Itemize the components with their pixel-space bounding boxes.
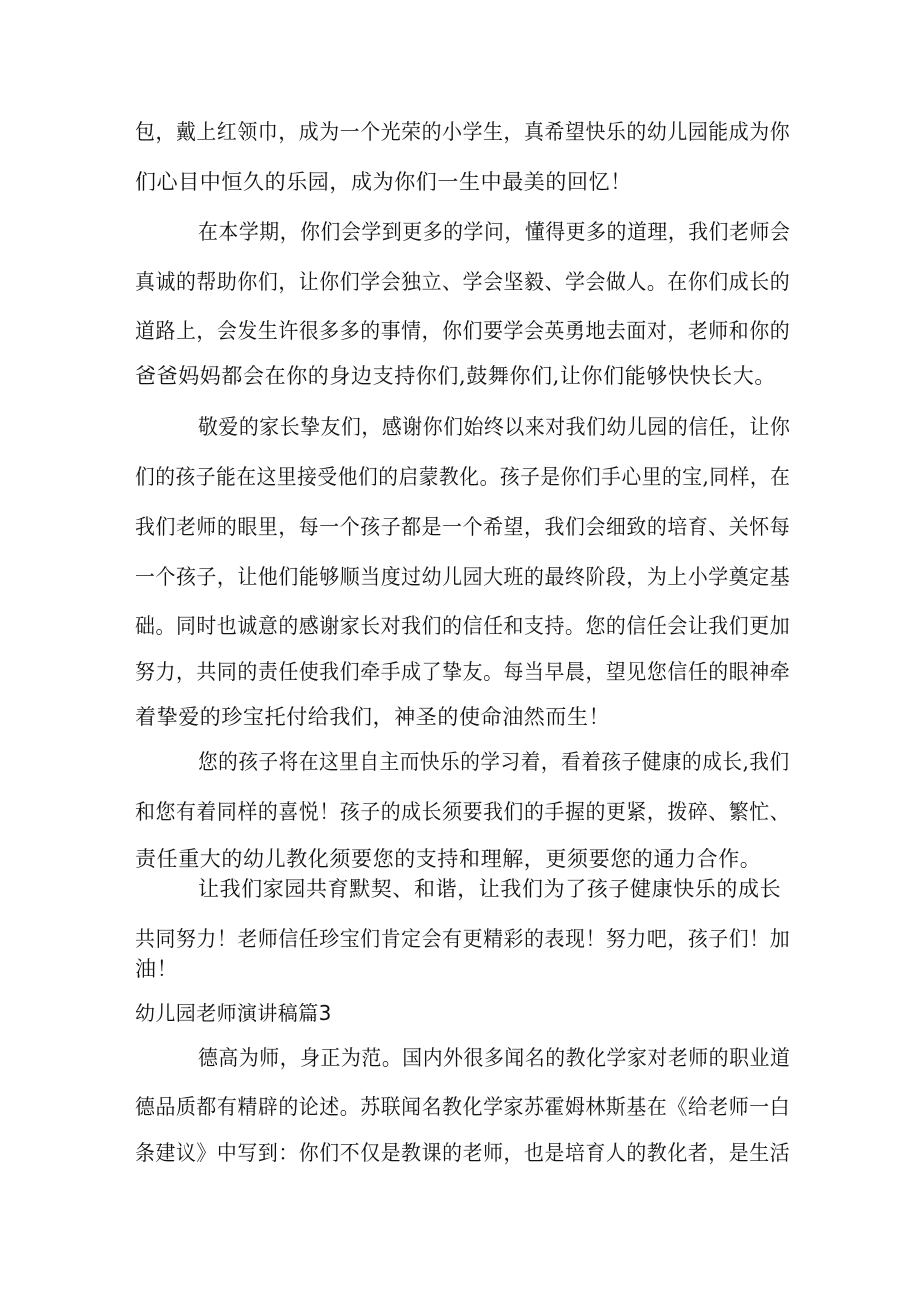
text-line: 我们老师的眼里，每一个孩子都是一个希望，我们会细致的培育、关怀每: [135, 515, 791, 539]
text-line: 们心目中恒久的乐园，成为你们一生中最美的回忆！: [135, 170, 632, 194]
text-line: 爸爸妈妈都会在你的身边支持你们,鼓舞你们,让你们能够快快长大。: [135, 364, 776, 388]
paragraph-first-line: 敬爱的家长挚友们，感谢你们始终以来对我们幼儿园的信任，让你: [198, 415, 791, 439]
text-line: 道路上，会发生许很多多的事情，你们要学会英勇地去面对，老师和你的: [135, 319, 791, 343]
text-line: 础。同时也诚意的感谢家长对我们的信任和支持。您的信任会让我们更加: [135, 614, 791, 638]
text-line: 条建议》中写到：你们不仅是教课的老师，也是培育人的教化者，是生活: [135, 1141, 791, 1165]
text-line: 真诚的帮助你们，让你们学会独立、学会坚毅、学会做人。在你们成长的: [135, 270, 791, 294]
paragraph-first-line: 在本学期，你们会学到更多的学问，懂得更多的道理，我们老师会: [198, 220, 791, 244]
paragraph-first-line: 您的孩子将在这里自主而快乐的学习着，看着孩子健康的成长,我们: [198, 750, 790, 774]
text-line: 着挚爱的珍宝托付给我们，神圣的使命油然而生！: [135, 705, 611, 729]
text-line: 共同努力！老师信任珍宝们肯定会有更精彩的表现！努力吧，孩子们！加: [135, 927, 791, 951]
text-line: 包，戴上红领巾，成为一个光荣的小学生，真希望快乐的幼儿园能成为你: [135, 120, 791, 144]
text-line: 努力，共同的责任使我们牵手成了挚友。每当早晨，望见您信任的眼神牵: [135, 660, 791, 684]
paragraph-first-line: 让我们家园共育默契、和谐，让我们为了孩子健康快乐的成长: [198, 877, 782, 901]
section-heading: 幼儿园老师演讲稿篇3: [135, 1001, 332, 1025]
text-line: 们的孩子能在这里接受他们的启蒙教化。孩子是你们手心里的宝,同样，在: [135, 465, 791, 489]
paragraph-first-line: 德高为师，身正为范。国内外很多闻名的教化学家对老师的职业道: [198, 1046, 791, 1070]
text-line: 油！: [135, 957, 179, 981]
text-line: 和您有着同样的喜悦！孩子的成长须要我们的手握的更紧，拨碎、繁忙、: [135, 800, 791, 824]
text-line: 德品质都有精辟的论述。苏联闻名教化学家苏霍姆林斯基在《给老师一白: [135, 1095, 791, 1119]
text-line: 一个孩子，让他们能够顺当度过幼儿园大班的最终阶段，为上小学奠定基: [135, 565, 791, 589]
text-line: 责任重大的幼儿教化须要您的支持和理解，更须要您的通力合作。: [135, 847, 762, 871]
